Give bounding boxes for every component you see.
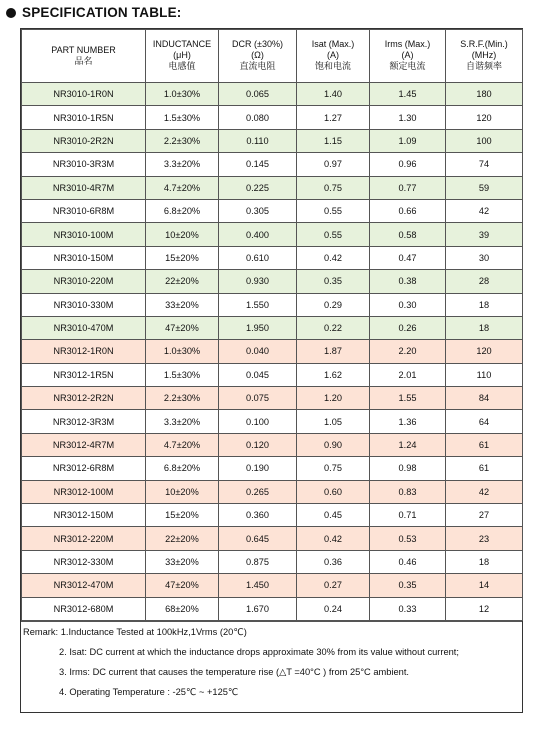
- cell-isat: 1.87: [297, 340, 370, 363]
- remarks: [21, 621, 522, 712]
- cell-part-number: NR3012-2R2N: [22, 387, 146, 410]
- cell-dcr: 0.110: [219, 129, 297, 152]
- cell-isat: 0.55: [297, 199, 370, 222]
- cell-isat: 0.75: [297, 457, 370, 480]
- cell-irms: 2.20: [370, 340, 446, 363]
- table-row: [22, 340, 523, 363]
- cell-isat: 1.40: [297, 83, 370, 106]
- cell-irms: 0.96: [370, 153, 446, 176]
- table-row: [22, 106, 523, 129]
- cell-part-number: NR3012-150M: [22, 504, 146, 527]
- table-row: [22, 316, 523, 339]
- section-title: [6, 5, 182, 20]
- table-row: [22, 153, 523, 176]
- cell-srf: 27: [446, 504, 523, 527]
- cell-srf: 59: [446, 176, 523, 199]
- cell-isat: 0.90: [297, 433, 370, 456]
- cell-inductance: 6.8±20%: [146, 457, 219, 480]
- cell-part-number: NR3010-3R3M: [22, 153, 146, 176]
- cell-dcr: 0.400: [219, 223, 297, 246]
- cell-isat: 0.45: [297, 504, 370, 527]
- cell-inductance: 22±20%: [146, 527, 219, 550]
- cell-srf: 84: [446, 387, 523, 410]
- table-body: [22, 83, 523, 621]
- table-row: [22, 550, 523, 573]
- cell-dcr: 0.875: [219, 550, 297, 573]
- cell-isat: 0.97: [297, 153, 370, 176]
- remark-1: Remark: 1.Inductance Tested at 100kHz,1Vrms (20℃): [23, 626, 247, 637]
- cell-isat: 0.27: [297, 574, 370, 597]
- cell-part-number: NR3010-6R8M: [22, 199, 146, 222]
- cell-dcr: 0.610: [219, 246, 297, 269]
- cell-part-number: NR3012-1R5N: [22, 363, 146, 386]
- cell-isat: 0.55: [297, 223, 370, 246]
- cell-dcr: 1.450: [219, 574, 297, 597]
- remark-4: 4. Operating Temperature : -25℃ ~ +125℃: [59, 686, 239, 697]
- cell-inductance: 2.2±30%: [146, 129, 219, 152]
- cell-isat: 0.42: [297, 246, 370, 269]
- cell-isat: 1.05: [297, 410, 370, 433]
- cell-inductance: 22±20%: [146, 270, 219, 293]
- cell-part-number: NR3012-4R7M: [22, 433, 146, 456]
- cell-dcr: 0.645: [219, 527, 297, 550]
- cell-isat: 1.15: [297, 129, 370, 152]
- cell-irms: 0.53: [370, 527, 446, 550]
- cell-dcr: 0.265: [219, 480, 297, 503]
- cell-srf: 100: [446, 129, 523, 152]
- table-row: [22, 83, 523, 106]
- cell-part-number: NR3012-470M: [22, 574, 146, 597]
- cell-isat: 0.35: [297, 270, 370, 293]
- cell-irms: 0.77: [370, 176, 446, 199]
- cell-part-number: NR3012-330M: [22, 550, 146, 573]
- cell-irms: 1.36: [370, 410, 446, 433]
- table-row: [22, 129, 523, 152]
- cell-dcr: 0.305: [219, 199, 297, 222]
- cell-irms: 0.98: [370, 457, 446, 480]
- cell-dcr: 0.360: [219, 504, 297, 527]
- cell-inductance: 10±20%: [146, 223, 219, 246]
- cell-dcr: 0.040: [219, 340, 297, 363]
- cell-srf: 74: [446, 153, 523, 176]
- table-row: [22, 410, 523, 433]
- cell-dcr: 0.080: [219, 106, 297, 129]
- cell-isat: 0.75: [297, 176, 370, 199]
- cell-isat: 0.29: [297, 293, 370, 316]
- header-dcr: DCR (±30%) (Ω) 直流电阻: [219, 30, 297, 83]
- cell-part-number: NR3012-220M: [22, 527, 146, 550]
- table-row: [22, 433, 523, 456]
- cell-srf: 18: [446, 293, 523, 316]
- cell-part-number: NR3010-220M: [22, 270, 146, 293]
- cell-srf: 42: [446, 480, 523, 503]
- cell-irms: 0.47: [370, 246, 446, 269]
- cell-part-number: NR3012-100M: [22, 480, 146, 503]
- table-row: [22, 504, 523, 527]
- cell-srf: 23: [446, 527, 523, 550]
- cell-dcr: 0.075: [219, 387, 297, 410]
- cell-isat: 0.36: [297, 550, 370, 573]
- cell-inductance: 2.2±30%: [146, 387, 219, 410]
- cell-inductance: 6.8±20%: [146, 199, 219, 222]
- cell-part-number: NR3010-150M: [22, 246, 146, 269]
- table-row: [22, 363, 523, 386]
- table-row: [22, 597, 523, 620]
- spec-table: [21, 29, 523, 621]
- table-row: [22, 457, 523, 480]
- table-row: [22, 293, 523, 316]
- cell-srf: 120: [446, 106, 523, 129]
- cell-part-number: NR3012-680M: [22, 597, 146, 620]
- cell-irms: 0.46: [370, 550, 446, 573]
- header-irms: Irms (Max.) (A) 额定电流: [370, 30, 446, 83]
- cell-dcr: 1.950: [219, 316, 297, 339]
- cell-inductance: 1.5±30%: [146, 363, 219, 386]
- remark-2: 2. Isat: DC current at which the inductance drops approximate 30% from its value without current;: [59, 646, 459, 657]
- table-row: [22, 480, 523, 503]
- cell-inductance: 1.0±30%: [146, 83, 219, 106]
- cell-dcr: 1.670: [219, 597, 297, 620]
- cell-irms: 0.58: [370, 223, 446, 246]
- cell-srf: 61: [446, 457, 523, 480]
- cell-irms: 0.38: [370, 270, 446, 293]
- cell-part-number: NR3010-470M: [22, 316, 146, 339]
- cell-inductance: 33±20%: [146, 550, 219, 573]
- cell-srf: 18: [446, 550, 523, 573]
- table-row: [22, 527, 523, 550]
- cell-irms: 1.30: [370, 106, 446, 129]
- cell-inductance: 10±20%: [146, 480, 219, 503]
- cell-irms: 0.33: [370, 597, 446, 620]
- cell-irms: 1.55: [370, 387, 446, 410]
- cell-dcr: 1.550: [219, 293, 297, 316]
- cell-inductance: 3.3±20%: [146, 410, 219, 433]
- cell-srf: 14: [446, 574, 523, 597]
- cell-inductance: 1.5±30%: [146, 106, 219, 129]
- cell-dcr: 0.145: [219, 153, 297, 176]
- cell-irms: 0.83: [370, 480, 446, 503]
- cell-dcr: 0.045: [219, 363, 297, 386]
- cell-irms: 1.24: [370, 433, 446, 456]
- section-title-text: SPECIFICATION TABLE:: [22, 5, 182, 20]
- cell-isat: 1.20: [297, 387, 370, 410]
- cell-dcr: 0.065: [219, 83, 297, 106]
- cell-part-number: NR3010-4R7M: [22, 176, 146, 199]
- cell-srf: 64: [446, 410, 523, 433]
- cell-inductance: 3.3±20%: [146, 153, 219, 176]
- header-isat: Isat (Max.) (A) 饱和电流: [297, 30, 370, 83]
- bullet-icon: [6, 8, 16, 18]
- cell-inductance: 4.7±20%: [146, 176, 219, 199]
- cell-isat: 0.24: [297, 597, 370, 620]
- cell-part-number: NR3010-100M: [22, 223, 146, 246]
- cell-inductance: 47±20%: [146, 316, 219, 339]
- cell-srf: 120: [446, 340, 523, 363]
- table-row: [22, 574, 523, 597]
- cell-dcr: 0.930: [219, 270, 297, 293]
- cell-inductance: 47±20%: [146, 574, 219, 597]
- cell-srf: 42: [446, 199, 523, 222]
- table-header-row: [22, 30, 523, 83]
- remark-3: 3. Irms: DC current that causes the temperature rise (△T =40°C ) from 25°C ambient.: [59, 666, 410, 677]
- cell-srf: 110: [446, 363, 523, 386]
- header-inductance: INDUCTANCE (μH) 电感值: [146, 30, 219, 83]
- header-part-number: PART NUMBER 品名: [22, 30, 146, 83]
- cell-isat: 0.42: [297, 527, 370, 550]
- cell-inductance: 68±20%: [146, 597, 219, 620]
- cell-dcr: 0.190: [219, 457, 297, 480]
- cell-irms: 0.35: [370, 574, 446, 597]
- cell-part-number: NR3012-1R0N: [22, 340, 146, 363]
- spec-sheet: [20, 28, 523, 713]
- cell-srf: 28: [446, 270, 523, 293]
- cell-isat: 1.27: [297, 106, 370, 129]
- cell-srf: 30: [446, 246, 523, 269]
- header-srf: S.R.F.(Min.) (MHz) 自谐频率: [446, 30, 523, 83]
- cell-part-number: NR3012-6R8M: [22, 457, 146, 480]
- cell-isat: 0.60: [297, 480, 370, 503]
- cell-srf: 180: [446, 83, 523, 106]
- cell-srf: 18: [446, 316, 523, 339]
- cell-irms: 0.71: [370, 504, 446, 527]
- table-row: [22, 246, 523, 269]
- cell-irms: 0.66: [370, 199, 446, 222]
- cell-srf: 39: [446, 223, 523, 246]
- cell-dcr: 0.120: [219, 433, 297, 456]
- table-row: [22, 387, 523, 410]
- cell-irms: 1.45: [370, 83, 446, 106]
- cell-part-number: NR3010-1R0N: [22, 83, 146, 106]
- cell-irms: 0.30: [370, 293, 446, 316]
- cell-inductance: 15±20%: [146, 504, 219, 527]
- cell-inductance: 1.0±30%: [146, 340, 219, 363]
- table-row: [22, 270, 523, 293]
- table-row: [22, 176, 523, 199]
- cell-dcr: 0.100: [219, 410, 297, 433]
- cell-part-number: NR3010-2R2N: [22, 129, 146, 152]
- cell-part-number: NR3010-330M: [22, 293, 146, 316]
- cell-srf: 12: [446, 597, 523, 620]
- cell-isat: 1.62: [297, 363, 370, 386]
- cell-part-number: NR3012-3R3M: [22, 410, 146, 433]
- cell-inductance: 4.7±20%: [146, 433, 219, 456]
- cell-srf: 61: [446, 433, 523, 456]
- cell-irms: 2.01: [370, 363, 446, 386]
- cell-dcr: 0.225: [219, 176, 297, 199]
- table-row: [22, 223, 523, 246]
- table-row: [22, 199, 523, 222]
- cell-inductance: 15±20%: [146, 246, 219, 269]
- cell-irms: 0.26: [370, 316, 446, 339]
- cell-irms: 1.09: [370, 129, 446, 152]
- cell-inductance: 33±20%: [146, 293, 219, 316]
- cell-isat: 0.22: [297, 316, 370, 339]
- cell-part-number: NR3010-1R5N: [22, 106, 146, 129]
